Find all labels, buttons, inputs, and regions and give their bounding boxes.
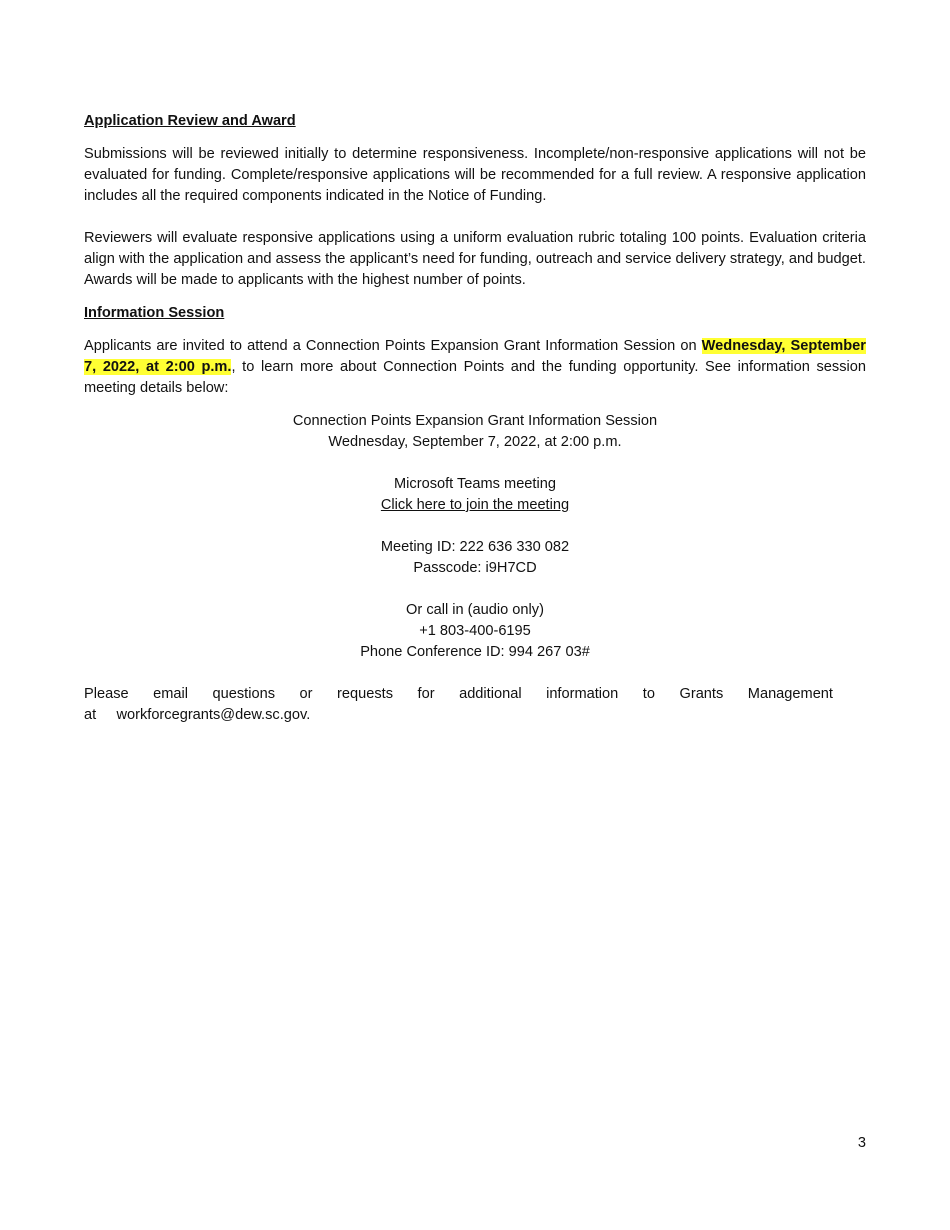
meeting-title: Connection Points Expansion Grant Information Session [292,413,658,429]
conference-id: Phone Conference ID: 994 267 03# [360,644,590,660]
contact-word: Grants [679,686,724,702]
page-number: 3 [857,1135,866,1151]
contact-word: additional [459,686,522,702]
call-in-phone: +1 803-400-6195 [419,623,531,639]
contact-line-1 [84,684,833,705]
session-intro-text: Applicants are invited to attend a Connection Points Expansion Grant Information Session on [84,338,702,354]
session-intro-paragraph [84,336,866,399]
contact-word: email [153,686,189,702]
session-heading: Information Session [84,305,225,321]
meeting-passcode: Passcode: i9H7CD [413,560,537,576]
contact-word: Management [747,686,833,702]
call-in-label: Or call in (audio only) [406,602,544,618]
contact-email[interactable]: workforcegrants@dew.sc.gov. [116,707,311,723]
session-intro-text-end: , to learn more about Connection Points and the funding opportunity. See information session meeting details below: [84,359,866,396]
meeting-datetime: Wednesday, September 7, 2022, at 2:00 p.m. [328,434,622,450]
contact-word: or [299,686,313,702]
review-paragraph-1: Submissions will be reviewed initially to determine responsiveness. Incomplete/non-responsive applications will not be evaluated for funding. Complete/responsive applications will be recommended for a full review. A responsive application includes all the required components indicated in the Notice of Funding. [84,146,866,204]
review-heading: Application Review and Award [84,113,296,129]
contact-word: for [417,686,435,702]
contact-line-2 [84,705,866,726]
contact-word: requests [337,686,394,702]
contact-word: information [546,686,619,702]
document-page [84,111,866,726]
meeting-platform: Microsoft Teams meeting [394,476,556,492]
session-date-highlight: Wednesday, September 7, 2022, at 2:00 p.m. [84,338,866,375]
contact-word: Please [84,686,129,702]
join-meeting-link[interactable]: Click here to join the meeting [380,497,570,513]
meeting-details [84,411,866,663]
meeting-id: Meeting ID: 222 636 330 082 [380,539,570,555]
review-paragraph-2: Reviewers will evaluate responsive applications using a uniform evaluation rubric totaling 100 points. Evaluation criteria align with the application and assess the applicant’s need for funding, outreach and service delivery strategy, and budget. Awards will be made to applicants with the highest number of points. [84,230,866,288]
contact-word: questions [212,686,276,702]
contact-at: at [84,707,97,723]
contact-word: to [642,686,655,702]
